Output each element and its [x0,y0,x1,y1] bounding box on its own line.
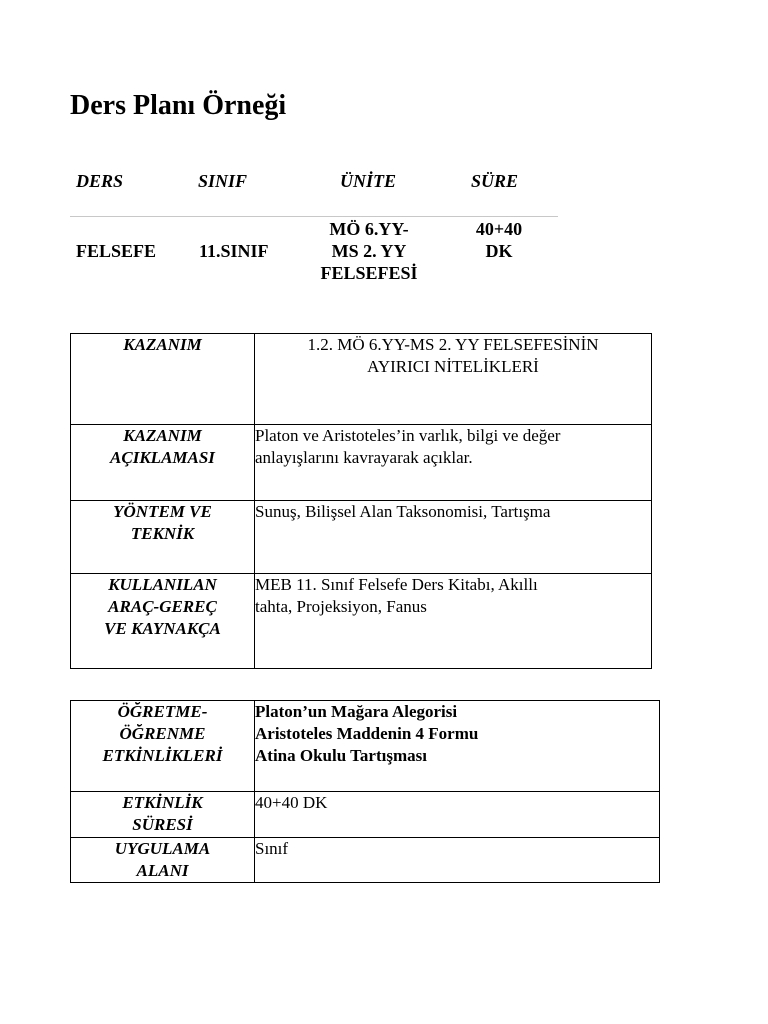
arac-label-line: VE KAYNAKÇA [104,619,221,638]
etkinlikler-value-line: Atina Okulu Tartışması [255,746,427,765]
alan-label [71,838,255,883]
arac-value-line: tahta, Projeksiyon, Fanus [255,597,427,616]
etkinlikler-label-line: ETKİNLİKLERİ [102,746,223,765]
arac-label-line: KULLANILAN [108,575,217,594]
alan-label-line: UYGULAMA [114,839,211,858]
value-unite-line: FELSEFESİ [320,263,418,283]
value-sinif: 11.SINIF [199,241,269,261]
arac-value [255,574,652,669]
etkinlikler-label-line: ÖĞRENME [119,724,206,743]
alan-value: Sınıf [255,838,660,883]
value-unite-line: MÖ 6.YY- [329,219,409,239]
kazanim-table [70,333,652,669]
alan-label-line: ALANI [136,861,189,880]
header-divider [70,216,558,217]
etkinlikler-label [71,701,255,792]
header-ders: DERS [76,171,124,191]
sure-label [71,792,255,838]
sure-label-line: SÜRESİ [132,815,193,834]
sure-value: 40+40 DK [255,792,660,838]
sure-label-line: ETKİNLİK [122,793,203,812]
aciklama-label-line: KAZANIM [123,426,202,445]
etkinlikler-value [255,701,660,792]
table-row [71,701,660,792]
value-unite-line: MS 2. YY [331,241,407,261]
yontem-label-line: TEKNİK [130,524,195,543]
arac-value-line: MEB 11. Sınıf Felsefe Ders Kitabı, Akıllı [255,575,538,594]
yontem-value: Sunuş, Bilişsel Alan Taksonomisi, Tartışma [255,501,652,574]
value-sure-line: DK [485,241,513,261]
etkinlik-table [70,700,660,883]
kazanim-value [255,334,652,425]
kazanim-value-line: AYIRICI NİTELİKLERİ [367,357,539,376]
table-row [71,501,652,574]
aciklama-value-line: anlayışlarını kavrayarak açıklar. [255,448,473,467]
aciklama-label [71,425,255,501]
yontem-label [71,501,255,574]
etkinlikler-value-line: Platon’un Mağara Alegorisi [255,702,458,721]
value-unite [304,218,434,284]
arac-label [71,574,255,669]
yontem-label-line: YÖNTEM VE [113,502,212,521]
table-row [71,425,652,501]
value-ders: FELSEFE [76,241,157,261]
table-row [71,574,652,669]
aciklama-value [255,425,652,501]
page-title: Ders Planı Örneği [70,90,287,121]
header-sinif: SINIF [198,171,248,191]
table-row [71,792,660,838]
aciklama-label-line: AÇIKLAMASI [110,448,215,467]
kazanim-label: KAZANIM [71,334,255,425]
kazanim-value-line: 1.2. MÖ 6.YY-MS 2. YY FELSEFESİNİN [307,335,599,354]
aciklama-value-line: Platon ve Aristoteles’in varlık, bilgi ve değer [255,426,561,445]
table-row [71,334,652,425]
etkinlikler-label-line: ÖĞRETME- [117,702,208,721]
table-row [71,838,660,883]
arac-label-line: ARAÇ-GEREÇ [108,597,217,616]
etkinlikler-value-line: Aristoteles Maddenin 4 Formu [255,724,479,743]
value-sure [462,218,536,262]
value-sure-line: 40+40 [475,219,523,239]
header-sure: SÜRE [471,171,519,191]
header-unite: ÜNİTE [340,171,397,191]
